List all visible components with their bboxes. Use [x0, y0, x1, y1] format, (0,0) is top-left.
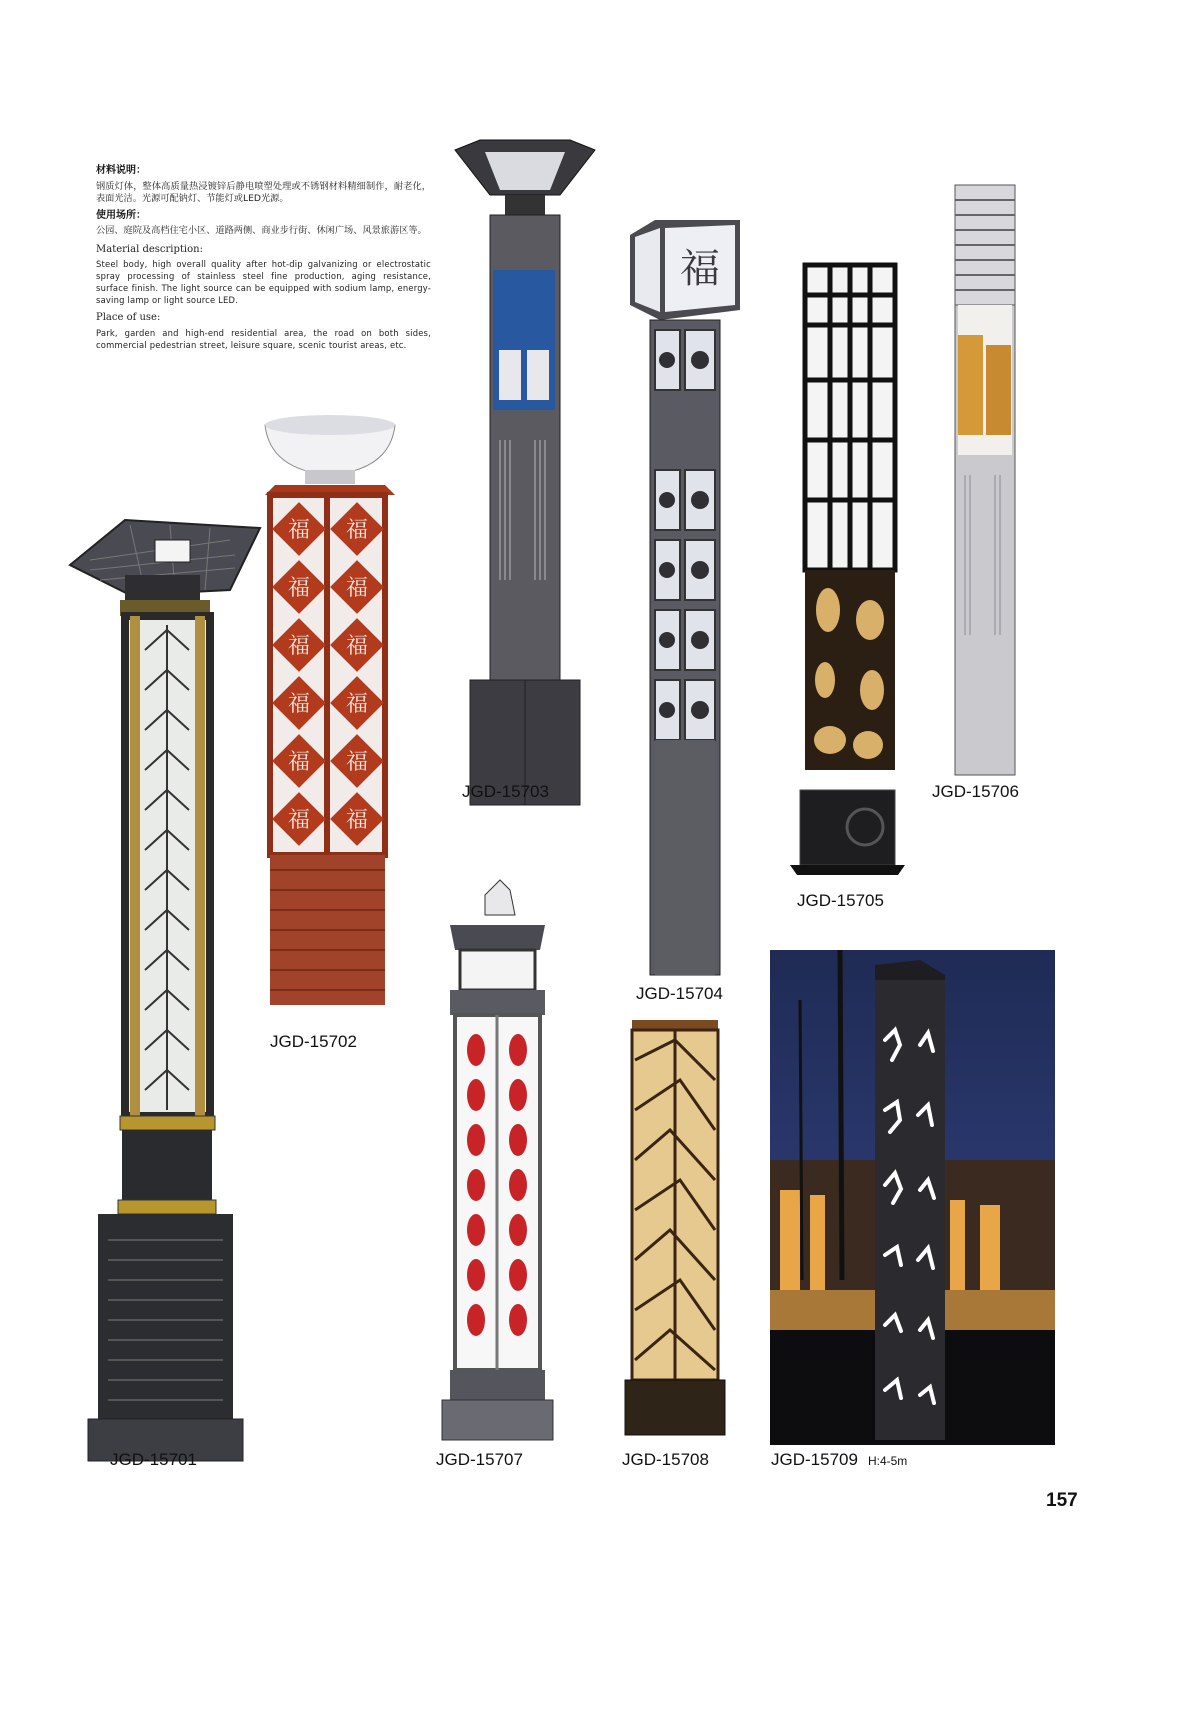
product-code-15702: JGD-15702: [270, 1032, 357, 1051]
lamp-image-15705: [790, 260, 905, 875]
product-code-15708: JGD-15708: [622, 1450, 709, 1469]
lamp-photo-15709: [770, 950, 1055, 1445]
glyph-15702-2: 福: [345, 518, 369, 543]
product-code-15701: JGD-15701: [110, 1450, 197, 1469]
product-code-15704: JGD-15704: [636, 984, 723, 1003]
material-text: 钢质灯体，整体高质量热浸镀锌后静电喷塑处理或不锈钢材料精细制作，耐老化，表面光洁。光源可配钠灯、节能灯或LED光源。: [96, 180, 431, 204]
glyph-15702-4: 福: [345, 576, 369, 601]
glyph-15702-8: 福: [345, 692, 369, 717]
product-label-15709: [771, 1450, 907, 1470]
usage-heading: 使用场所：: [96, 209, 146, 221]
material-heading-en: Material description:: [96, 243, 203, 255]
material-text-en: Steel body, high overall quality after hot-dip galvanizing or electrostatic spray processing of stainless steel fine production, aging resistance, surface finish. The light source can be equipped with sodium lamp, energy-saving lamp or light source LED.: [96, 259, 431, 305]
product-code-15705: JGD-15705: [797, 891, 884, 910]
product-code-15709: JGD-15709: [771, 1450, 858, 1469]
glyph-15702-9: 福: [287, 750, 311, 775]
glyph-15702-11: 福: [287, 808, 311, 833]
glyph-15702-5: 福: [287, 634, 311, 659]
product-code-15707: JGD-15707: [436, 1450, 523, 1469]
lamp-image-15708: [620, 1020, 730, 1440]
glyph-15702-1: 福: [287, 518, 311, 543]
glyph-15702-10: 福: [345, 750, 369, 775]
lamp-image-15701: [70, 520, 260, 1735]
lamp-image-15702: [255, 420, 405, 1005]
product-code-15706: JGD-15706: [932, 782, 1019, 801]
glyph-15702-7: 福: [287, 692, 311, 717]
product-code-15703: JGD-15703: [462, 782, 549, 801]
glyph-15702-3: 福: [287, 576, 311, 601]
usage-text-en: Park, garden and high-end residential area, the road on both sides, commercial pedestrian street, leisure square, scenic tourist areas, etc.: [96, 327, 431, 350]
lamp-image-15704: [630, 220, 740, 975]
glyph-15702-12: 福: [345, 808, 369, 833]
usage-text: 公园、庭院及高档住宅小区、道路两侧、商业步行街、休闲广场、风景旅游区等。: [96, 225, 427, 236]
glyph-15702-6: 福: [345, 634, 369, 659]
lamp-image-15707: [440, 880, 555, 1440]
usage-heading-en: Place of use:: [96, 312, 161, 323]
spec-block: [96, 165, 431, 355]
lamp-image-15703: [455, 140, 595, 805]
lamp-image-15706: [950, 185, 1020, 775]
page-number: 157: [1046, 1490, 1078, 1511]
material-heading: 材料说明：: [96, 165, 146, 176]
product-height-15709: H:4-5m: [867, 1454, 908, 1468]
glyph-15704: 福: [680, 246, 720, 292]
